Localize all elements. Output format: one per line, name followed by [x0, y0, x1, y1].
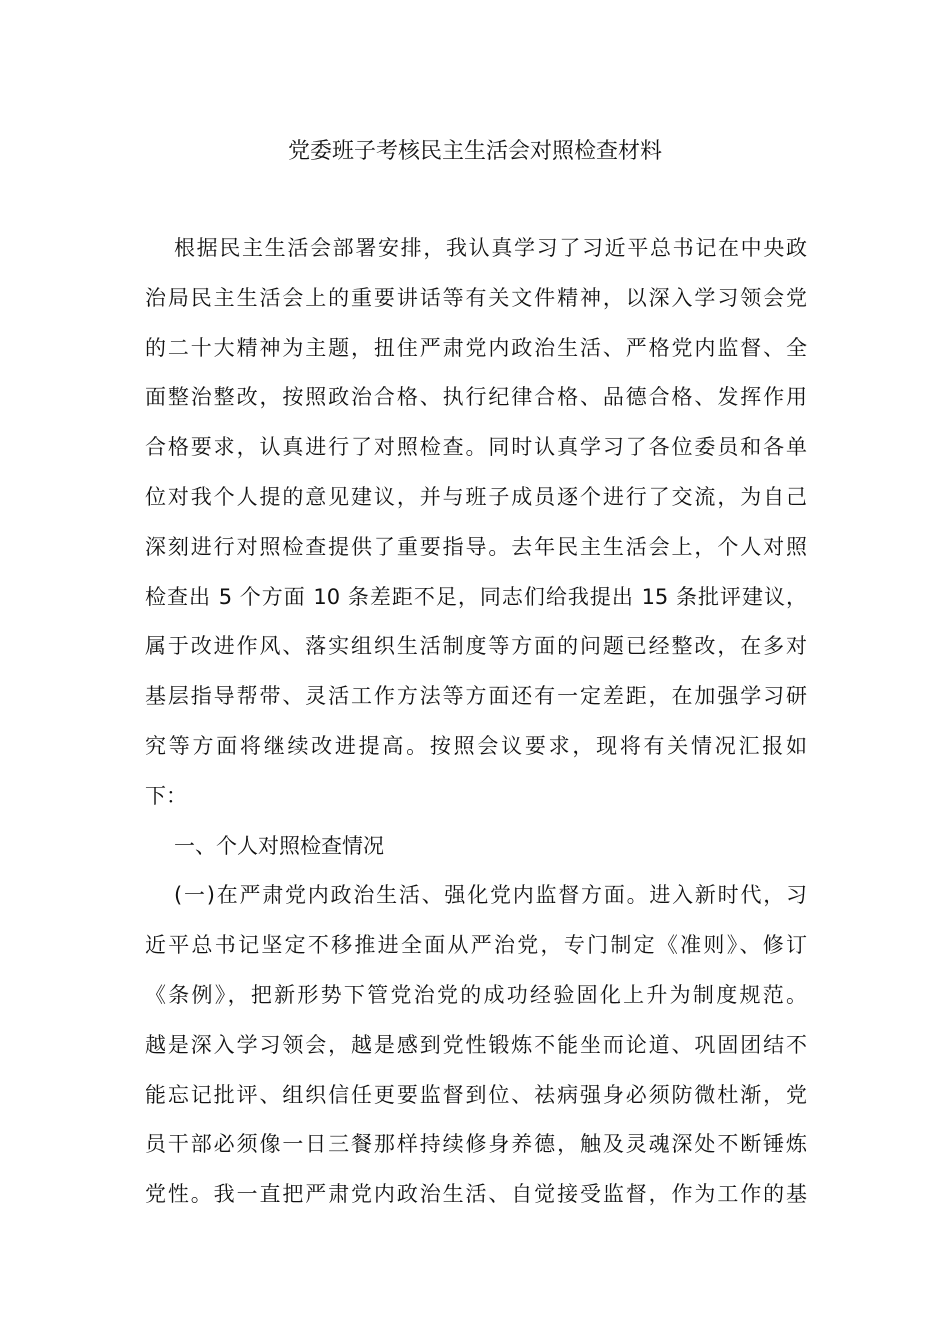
paragraph-line: 下： — [145, 783, 187, 808]
paragraph-line: 员干部必须像一日三餐那样持续修身养德，触及灵魂深处不断锤炼 — [145, 1132, 807, 1157]
paragraph-line: 属于改进作风、落实组织生活制度等方面的问题已经整改，在多对 — [145, 634, 807, 659]
paragraph-line: 深刻进行对照检查提供了重要指导。去年民主生活会上，个人对照 — [145, 534, 807, 559]
paragraph-line: 《条例》，把新形势下管党治党的成功经验固化上升为制度规范。 — [145, 982, 807, 1007]
paragraph-line: 合格要求，认真进行了对照检查。同时认真学习了各位委员和各单 — [145, 435, 807, 460]
paragraph-line: (一)在严肃党内政治生活、强化党内监督方面。进入新时代，习 — [174, 883, 807, 908]
section-heading: 一、个人对照检查情况 — [174, 833, 384, 858]
paragraph-line: 根据民主生活会部署安排，我认真学习了习近平总书记在中央政 — [174, 236, 807, 260]
paragraph-line: 位对我个人提的意见建议，并与班子成员逐个进行了交流，为自己 — [145, 484, 807, 509]
paragraph-line: 检查出 5 个方面 10 条差距不足，同志们给我提出 15 条批评建议， — [145, 584, 807, 609]
paragraph-line: 治局民主生活会上的重要讲话等有关文件精神，以深入学习领会党 — [145, 285, 807, 310]
paragraph-line: 基层指导帮带、灵活工作方法等方面还有一定差距，在加强学习研 — [145, 684, 807, 709]
paragraph-line: 近平总书记坚定不移推进全面从严治党，专门制定《准则》、修订 — [145, 933, 807, 958]
document-title: 党委班子考核民主生活会对照检查材料 — [287, 139, 662, 164]
paragraph-line: 面整治整改，按照政治合格、执行纪律合格、品德合格、发挥作用 — [145, 385, 807, 410]
paragraph-line: 能忘记批评、组织信任更要监督到位、祛病强身必须防微杜渐，党 — [145, 1082, 807, 1107]
document-body — [145, 224, 807, 1220]
paragraph-line: 究等方面将继续改进提高。按照会议要求，现将有关情况汇报如 — [145, 733, 807, 758]
paragraph-line: 越是深入学习领会，越是感到党性锻炼不能坐而论道、巩固团结不 — [145, 1032, 807, 1057]
paragraph-line: 的二十大精神为主题，扭住严肃党内政治生活、严格党内监督、全 — [145, 335, 807, 360]
paragraph-line: 党性。我一直把严肃党内政治生活、自觉接受监督，作为工作的基 — [145, 1182, 807, 1207]
